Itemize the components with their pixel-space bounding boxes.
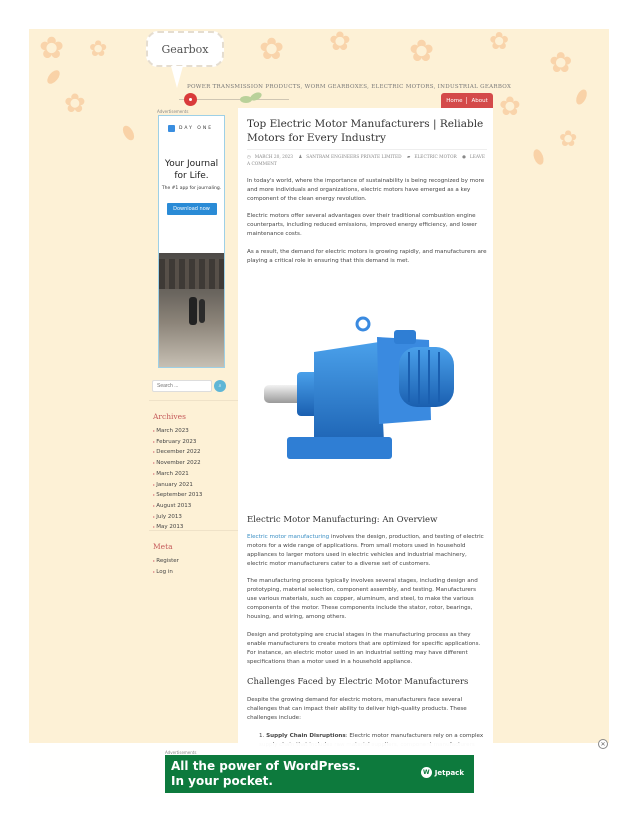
logo-bubble-tail: [171, 66, 183, 88]
article-paragraph: [247, 533, 487, 569]
meta-link-register[interactable]: ▸ Register: [153, 556, 179, 567]
archive-link[interactable]: ▸ September 2013: [153, 490, 202, 501]
post-date[interactable]: MARCH 20, 2023: [254, 155, 294, 160]
archives-list: [153, 426, 202, 533]
archive-link[interactable]: ▸ December 2022: [153, 447, 202, 458]
comment-icon: ●: [462, 155, 466, 160]
folder-icon: ▰: [407, 155, 411, 160]
section-heading: Electric Motor Manufacturing: An Overview: [247, 515, 438, 525]
article-paragraph: In today's world, where the importance of sustainability is being recognized by more and more individuals and organizations, electric motors have emerged as a key component of the clean energy revolution.: [247, 178, 485, 203]
sidebar-divider: [149, 530, 238, 531]
electric-motor-manufacturing-link[interactable]: Electric motor manufacturing: [247, 534, 330, 540]
dayone-download-button[interactable]: Download now: [167, 203, 217, 215]
decor-flower: ✿: [549, 46, 573, 79]
dayone-headline: [159, 158, 224, 182]
clock-icon: ◷: [247, 155, 251, 160]
decor-flower: ✿: [489, 29, 510, 55]
decor-leaf: [121, 124, 137, 142]
leave-comment-link[interactable]: LEAVE A COMMENT: [247, 155, 485, 167]
article-paragraph: Electric motors offer several advantages over their traditional combustion engine counterparts, including reduced emissions, improved energy efficiency, and lower maintenance costs.: [247, 213, 478, 238]
archive-link[interactable]: ▸ January 2021: [153, 480, 202, 491]
list-item: 1. Supply Chain Disruptions: Electric motor manufacturers rely on a complex: [259, 732, 485, 750]
decor-flower: ✿: [64, 89, 86, 119]
dayone-subtext: The #1 app for journaling.: [161, 186, 222, 191]
section-heading: Challenges Faced by Electric Motor Manufacturers: [247, 677, 469, 687]
decor-flower: ✿: [259, 32, 285, 67]
meta-list: [153, 556, 179, 577]
site-tagline: POWER TRANSMISSION PRODUCTS, WORM GEARBOXES, ELECTRIC MOTORS, INDUSTRIAL GEARBOX: [187, 84, 512, 90]
list-item-text: : Electric motor manufacturers rely on a complex: [345, 733, 484, 739]
jetpack-ad[interactable]: [165, 755, 474, 793]
archive-link[interactable]: ▸ August 2013: [153, 501, 202, 512]
jetpack-logo: [421, 767, 464, 778]
dayone-logo: [159, 116, 224, 132]
decor-leaf: [532, 148, 546, 166]
decor-flower: ✿: [39, 31, 65, 66]
photo-person: [189, 297, 197, 325]
archive-link[interactable]: ▸ March 2021: [153, 469, 202, 480]
search-input[interactable]: [152, 380, 212, 392]
sidebar-ad-label: Advertisements: [157, 109, 189, 114]
decor-leaf: [45, 68, 62, 86]
post-category[interactable]: ELECTRIC MOTOR: [414, 155, 457, 160]
decor-flower: ✿: [89, 37, 108, 62]
sidebar-divider: [149, 400, 238, 401]
dayone-ad[interactable]: [158, 115, 225, 368]
search-button[interactable]: [214, 380, 226, 392]
list-item-bold: Supply Chain Disruptions: [266, 733, 346, 739]
dayone-brand: DAY ONE: [179, 126, 214, 131]
nav-home[interactable]: Home: [446, 97, 463, 104]
decor-flower: ✿: [499, 92, 521, 122]
dayone-headline-1: Your Journal: [164, 159, 219, 169]
site-logo[interactable]: [146, 31, 224, 67]
nav-about[interactable]: About: [471, 97, 488, 104]
archive-link[interactable]: ▸ March 2023: [153, 426, 202, 437]
article-paragraph: Design and prototyping are crucial stages in the manufacturing process as they enable manufacturers to create motors that are optimized for specific applications. For instance, an electric motor used in an industrial setting may have different specifications than a motor used in a household appliance.: [247, 632, 481, 666]
motor-image: [259, 312, 474, 477]
decor-leaf: [574, 88, 589, 106]
archive-link[interactable]: ▸ July 2013: [153, 512, 202, 523]
photo-wall: [159, 259, 225, 289]
close-icon: ✕: [600, 740, 606, 748]
archive-link[interactable]: ▸ November 2022: [153, 458, 202, 469]
meta-heading: Meta: [153, 542, 173, 551]
article-meta: [247, 154, 487, 168]
title-divider: [247, 149, 487, 150]
archives-heading: Archives: [153, 412, 186, 421]
archive-link[interactable]: ▸ February 2023: [153, 437, 202, 448]
meta-link-login[interactable]: ▸ Log in: [153, 567, 179, 578]
nav-separator: [466, 97, 467, 104]
site-title[interactable]: Gearbox: [161, 42, 209, 56]
ad-line-2: In your pocket.: [171, 774, 273, 788]
main-nav: [441, 93, 493, 108]
wordpress-icon: W: [421, 767, 432, 778]
article-paragraph: Despite the growing demand for electric motors, manufacturers face several challenges that can impact their ability to deliver high-quality products. These challenges include:: [247, 697, 467, 722]
paragraph-text: involves the design, production, and testing of electric motors for a wide range of applications. From small motors used in household appliances to larger motors used in electric vehicles and industrial machinery, electric motor manufacturers cater to a diverse set of customers.: [247, 534, 484, 568]
post-author[interactable]: SANTRAM ENGINEERS PRIVATE LIMITED: [306, 155, 402, 160]
decor-flower: ✿: [409, 34, 435, 69]
jetpack-brand: Jetpack: [434, 768, 464, 777]
article-paragraph: As a result, the demand for electric motors is growing rapidly, and manufacturers are playing a critical role in ensuring that this demand is met.: [247, 249, 487, 265]
photo-person: [199, 299, 205, 323]
decor-flower: ✿: [329, 29, 351, 57]
article-paragraph: The manufacturing process typically involves several stages, including design and prototyping, material selection, component assembly, and testing. Manufacturers use various materials, such as copper, aluminum, and steel, to make the various components of the motor. These components include the stator, rotor, bearings, housing, and wiring, among others.: [247, 578, 478, 621]
apple-icon: [184, 93, 197, 106]
dayone-headline-2: for Life.: [174, 171, 209, 181]
bottom-ad-label: Advertisements: [165, 750, 197, 755]
dayone-logo-icon: [168, 125, 175, 132]
article-title[interactable]: Top Electric Motor Manufacturers | Reliable Motors for Every Industry: [247, 118, 484, 144]
decor-flower: ✿: [559, 127, 578, 152]
author-icon: ♟: [298, 155, 303, 160]
close-ad-button[interactable]: [598, 739, 608, 749]
search-icon: ⌕: [218, 383, 222, 389]
archive-link[interactable]: ▸ May 2013: [153, 522, 202, 533]
ad-line-1: All the power of WordPress.: [171, 759, 361, 773]
dayone-photo: [159, 253, 225, 368]
